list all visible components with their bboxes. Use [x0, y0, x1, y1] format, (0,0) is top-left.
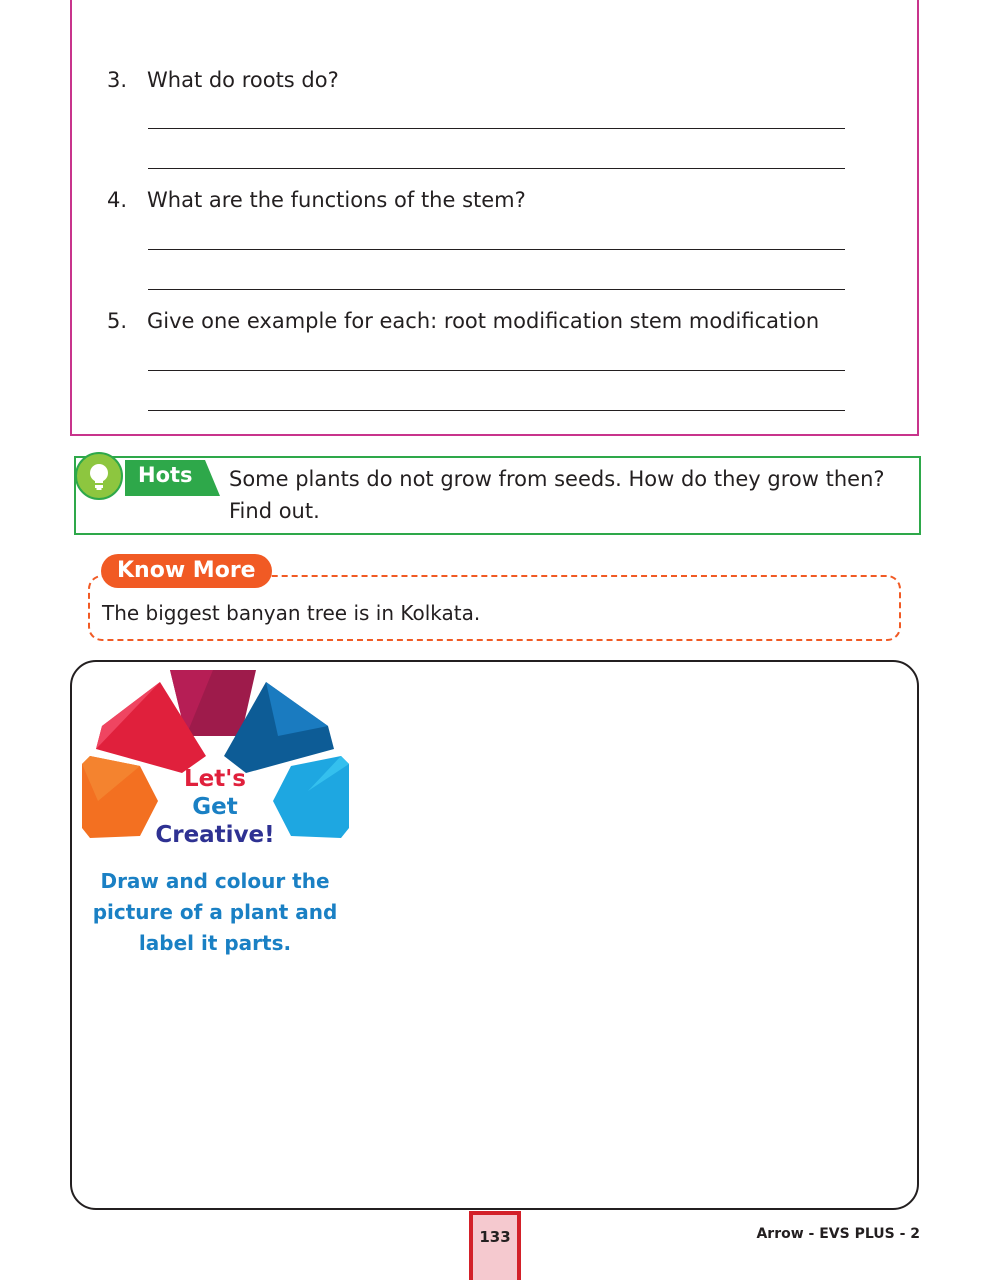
question-5 [107, 309, 819, 333]
question-number: 5. [107, 309, 128, 333]
answer-line[interactable] [148, 128, 845, 129]
answer-line[interactable] [148, 289, 845, 290]
title-line-2: Get [192, 794, 238, 820]
hots-label: Hots [138, 463, 193, 487]
answer-line[interactable] [148, 249, 845, 250]
know-more-tag: Know More [101, 554, 272, 588]
question-number: 3. [107, 68, 128, 92]
question-3 [107, 68, 339, 92]
answer-line[interactable] [148, 168, 845, 169]
question-text: What do roots do? [147, 68, 339, 92]
title-line-1: Let's [184, 766, 246, 792]
book-title: Arrow - EVS PLUS - 2 [756, 1226, 920, 1242]
question-4 [107, 188, 526, 212]
answer-line[interactable] [148, 370, 845, 371]
question-text: What are the functions of the stem? [147, 188, 526, 212]
page-number: 133 [469, 1211, 521, 1280]
know-more-text: The biggest banyan tree is in Kolkata. [102, 601, 481, 625]
question-text: Give one example for each: root modification stem modification [147, 309, 820, 333]
title-line-3: Creative! [155, 822, 275, 848]
lets-get-creative-title [140, 765, 290, 849]
answer-line[interactable] [148, 410, 845, 411]
creative-instruction: Draw and colour the picture of a plant and label it parts. [92, 869, 338, 955]
hots-text: Some plants do not grow from seeds. How do they grow then? Find out. [229, 467, 885, 523]
question-number: 4. [107, 188, 128, 212]
lightbulb-icon [75, 452, 123, 500]
